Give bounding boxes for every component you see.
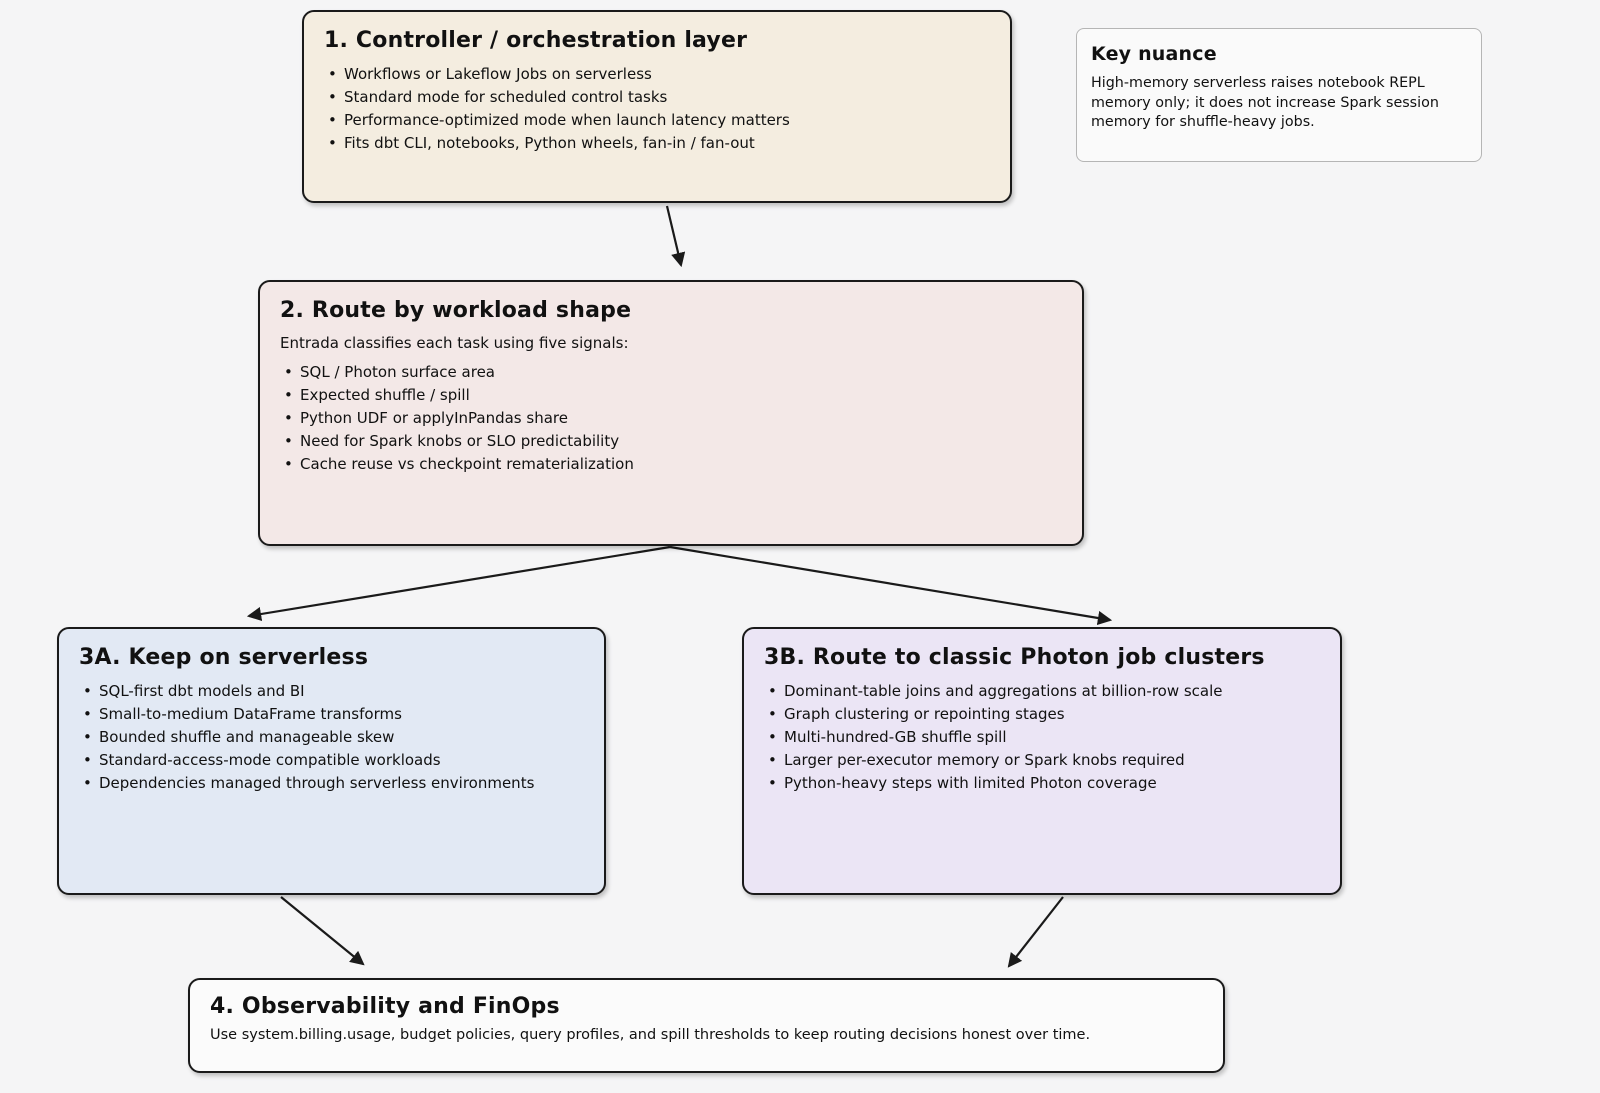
key-nuance-body: High-memory serverless raises notebook REPL memory only; it does not increase Spark session memory for shuffle-heavy jobs. (1091, 75, 1439, 130)
bullet-item: • Bounded shuffle and manageable skew (79, 726, 584, 749)
bullet-item: • Cache reuse vs checkpoint rematerialization (280, 453, 1062, 476)
bullet-item: • Fits dbt CLI, notebooks, Python wheels, fan-in / fan-out (324, 132, 990, 155)
arrow-route-to-serverless (249, 547, 670, 616)
controller-bullet-list (324, 63, 990, 155)
bullet-item: • Standard-access-mode compatible workloads (79, 749, 584, 772)
bullet-item: • Multi-hundred-GB shuffle spill (764, 726, 1320, 749)
bullet-item: • SQL / Photon surface area (280, 361, 1062, 384)
controller-box-title: 1. Controller / orchestration layer (324, 28, 748, 53)
bullet-item: • Performance-optimized mode when launch latency matters (324, 109, 990, 132)
photon-box-title: 3B. Route to classic Photon job clusters (764, 645, 1265, 670)
bullet-item: • Python UDF or applyInPandas share (280, 407, 1062, 430)
bullet-item: • Workflows or Lakeflow Jobs on serverless (324, 63, 990, 86)
route-bullet-list (280, 361, 1062, 476)
observability-finops-box (188, 978, 1225, 1073)
photon-job-clusters-box (742, 627, 1342, 895)
key-nuance-note (1076, 28, 1482, 162)
route-by-workload-box (258, 280, 1084, 546)
serverless-bullet-list (79, 680, 584, 795)
route-box-intro: Entrada classifies each task using five signals: (280, 334, 629, 352)
bullet-item: • Standard mode for scheduled control tasks (324, 86, 990, 109)
observability-box-body: Use system.billing.usage, budget policies, query profiles, and spill thresholds to keep routing decisions honest over time. (210, 1027, 1091, 1043)
keep-on-serverless-box (57, 627, 606, 895)
arrow-photon-to-observability (1009, 897, 1063, 966)
bullet-item: • SQL-first dbt models and BI (79, 680, 584, 703)
bullet-item: • Small-to-medium DataFrame transforms (79, 703, 584, 726)
bullet-item: • Need for Spark knobs or SLO predictability (280, 430, 1062, 453)
arrow-serverless-to-observability (281, 897, 363, 964)
route-box-title: 2. Route by workload shape (280, 298, 632, 323)
bullet-item: • Dependencies managed through serverless environments (79, 772, 584, 795)
photon-bullet-list (764, 680, 1320, 795)
observability-box-title: 4. Observability and FinOps (210, 994, 560, 1019)
arrow-controller-to-route (667, 206, 681, 265)
bullet-item: • Dominant-table joins and aggregations at billion-row scale (764, 680, 1320, 703)
key-nuance-title: Key nuance (1091, 43, 1217, 65)
controller-orchestration-box (302, 10, 1012, 203)
bullet-item: • Python-heavy steps with limited Photon coverage (764, 772, 1320, 795)
arrow-route-to-photon (670, 547, 1110, 620)
bullet-item: • Graph clustering or repointing stages (764, 703, 1320, 726)
bullet-item: • Expected shuffle / spill (280, 384, 1062, 407)
serverless-box-title: 3A. Keep on serverless (79, 645, 369, 670)
bullet-item: • Larger per-executor memory or Spark knobs required (764, 749, 1320, 772)
